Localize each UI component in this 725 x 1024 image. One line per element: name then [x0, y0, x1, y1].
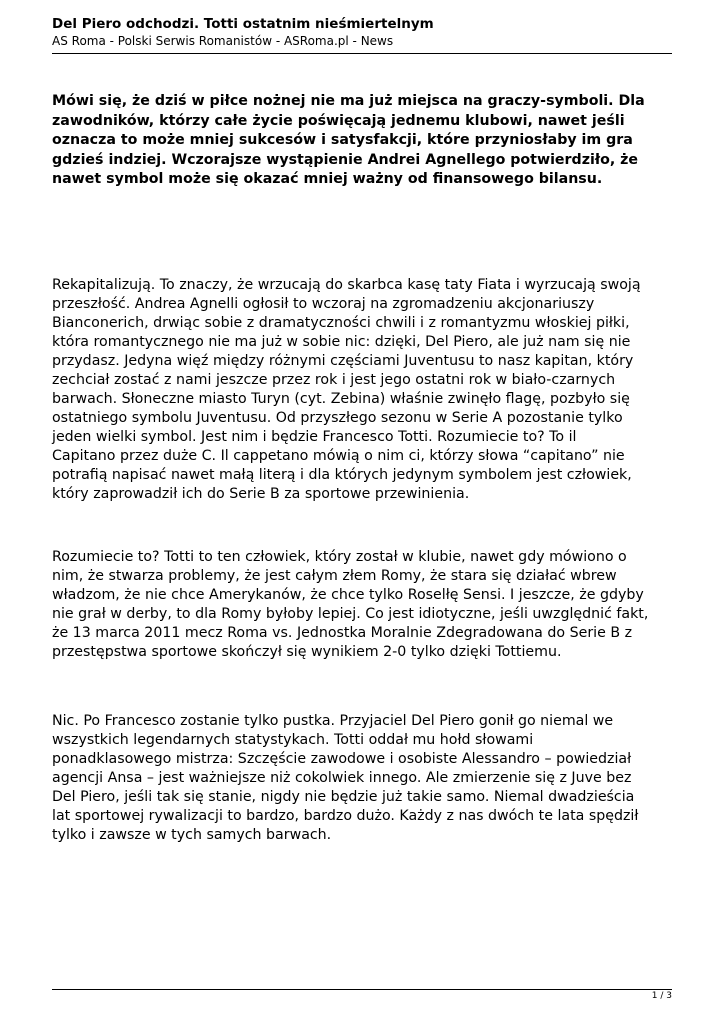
- paragraph-line: przestępstwa sportowe skończył się wynikiem 2-0 tylko dzięki Tottiemu.: [52, 644, 562, 660]
- paragraph-line: Del Piero, jeśli tak się stanie, nigdy nie będzie już takie samo. Niemal dwadzieścia: [52, 789, 635, 805]
- footer-divider: [52, 989, 672, 990]
- paragraph-line: że 13 marca 2011 mecz Roma vs. Jednostka Moralnie Zdegradowana do Serie B z: [52, 625, 633, 641]
- paragraph-line: Nic. Po Francesco zostanie tylko pustka. Przyjaciel Del Piero gonił go niemal we: [52, 713, 614, 729]
- paragraph-line: Capitano przez duże C. Il cappetano mówią o nim ci, którzy słowa “capitano” nie: [52, 448, 625, 464]
- paragraph-line: ponadklasowego mistrza: Szczęście zawodowe i osobiste Alessandro – powiedział: [52, 751, 632, 767]
- body-paragraph-1: [52, 276, 672, 504]
- paragraph-line: potrafią napisać nawet małą literą i dla których jedynym symbolem jest człowiek,: [52, 467, 632, 483]
- article-title: Del Piero odchodzi. Totti ostatnim nieśmiertelnym: [52, 16, 434, 32]
- site-subtitle: AS Roma - Polski Serwis Romanistów - ASRoma.pl - News: [52, 34, 394, 48]
- paragraph-line: agencji Ansa – jest ważniejsze niż cokolwiek innego. Ale zmierzenie się z Juve bez: [52, 770, 632, 786]
- paragraph-line: Bianconerich, drwiąc sobie z dramatyczności chwili i z romantyzmu włoskiej piłki,: [52, 315, 630, 331]
- paragraph-line: władzom, że nie chce Amerykanów, że chce tylko Roselłę Sensi. I jeszcze, że gdyby: [52, 587, 644, 603]
- body-paragraph-2: [52, 548, 672, 662]
- header-divider: [52, 53, 672, 54]
- paragraph-line: wszystkich legendarnych statystykach. Totti oddał mu hołd słowami: [52, 732, 534, 748]
- paragraph-line: Rekapitalizują. To znaczy, że wrzucają do skarbca kasę taty Fiata i wyrzucają swoją: [52, 277, 641, 293]
- paragraph-line: nie grał w derby, to dla Romy byłoby lepiej. Co jest idiotyczne, jeśli uwzględnić fakt,: [52, 606, 649, 622]
- paragraph-line: która romantycznego nie ma już w sobie nic: dzięki, Del Piero, ale już nam się nie: [52, 334, 631, 350]
- lead-line: zawodników, którzy całe życie poświęcają jednemu klubowi, nawet jeśli: [52, 112, 625, 129]
- paragraph-line: nim, że stwarza problemy, że jest całym złem Romy, że stara się działać wbrew: [52, 568, 617, 584]
- paragraph-line: barwach. Słoneczne miasto Turyn (cyt. Zebina) właśnie zwinęło flagę, pozbyło się: [52, 391, 630, 407]
- paragraph-line: Rozumiecie to? Totti to ten człowiek, który został w klubie, nawet gdy mówiono o: [52, 549, 627, 565]
- paragraph-line: przydasz. Jedyna więź między różnymi częściami Juventusu to nasz kapitan, który: [52, 353, 634, 369]
- body-paragraph-3: [52, 712, 672, 845]
- paragraph-line: jeden wielki symbol. Jest nim i będzie Francesco Totti. Rozumiecie to? To il: [52, 429, 577, 445]
- paragraph-line: tylko i zawsze w tych samych barwach.: [52, 827, 332, 843]
- paragraph-line: przeszłość. Andrea Agnelli ogłosił to wczoraj na zgromadzeniu akcjonariuszy: [52, 296, 595, 312]
- page-number: 1 / 3: [651, 991, 672, 1001]
- lead-line: Mówi się, że dziś w piłce nożnej nie ma już miejsca na graczy-symboli. Dla: [52, 93, 645, 109]
- page-header: [52, 15, 672, 50]
- lead-line: oznacza to może mniej sukcesów i satysfakcji, które przyniosłaby im gra: [52, 132, 633, 148]
- paragraph-line: lat sportowej rywalizacji to bardzo, bardzo dużo. Każdy z nas dwóch te lata spędził: [52, 808, 639, 824]
- paragraph-line: zechciał zostać z nami jeszcze przez rok i jest jego ostatni rok w biało-czarnych: [52, 372, 616, 388]
- lead-line: nawet symbol może się okazać mniej ważny od finansowego bilansu.: [52, 171, 603, 187]
- paragraph-line: ostatniego symbolu Juventusu. Od przyszłego sezonu w Serie A pozostanie tylko: [52, 410, 623, 426]
- article-lead: [52, 92, 672, 190]
- paragraph-line: który zaprowadził ich do Serie B za sportowe przewinienia.: [52, 486, 470, 502]
- lead-line: gdzieś indziej. Wczorajsze wystąpienie Andrei Agnellego potwierdziło, że: [52, 151, 639, 168]
